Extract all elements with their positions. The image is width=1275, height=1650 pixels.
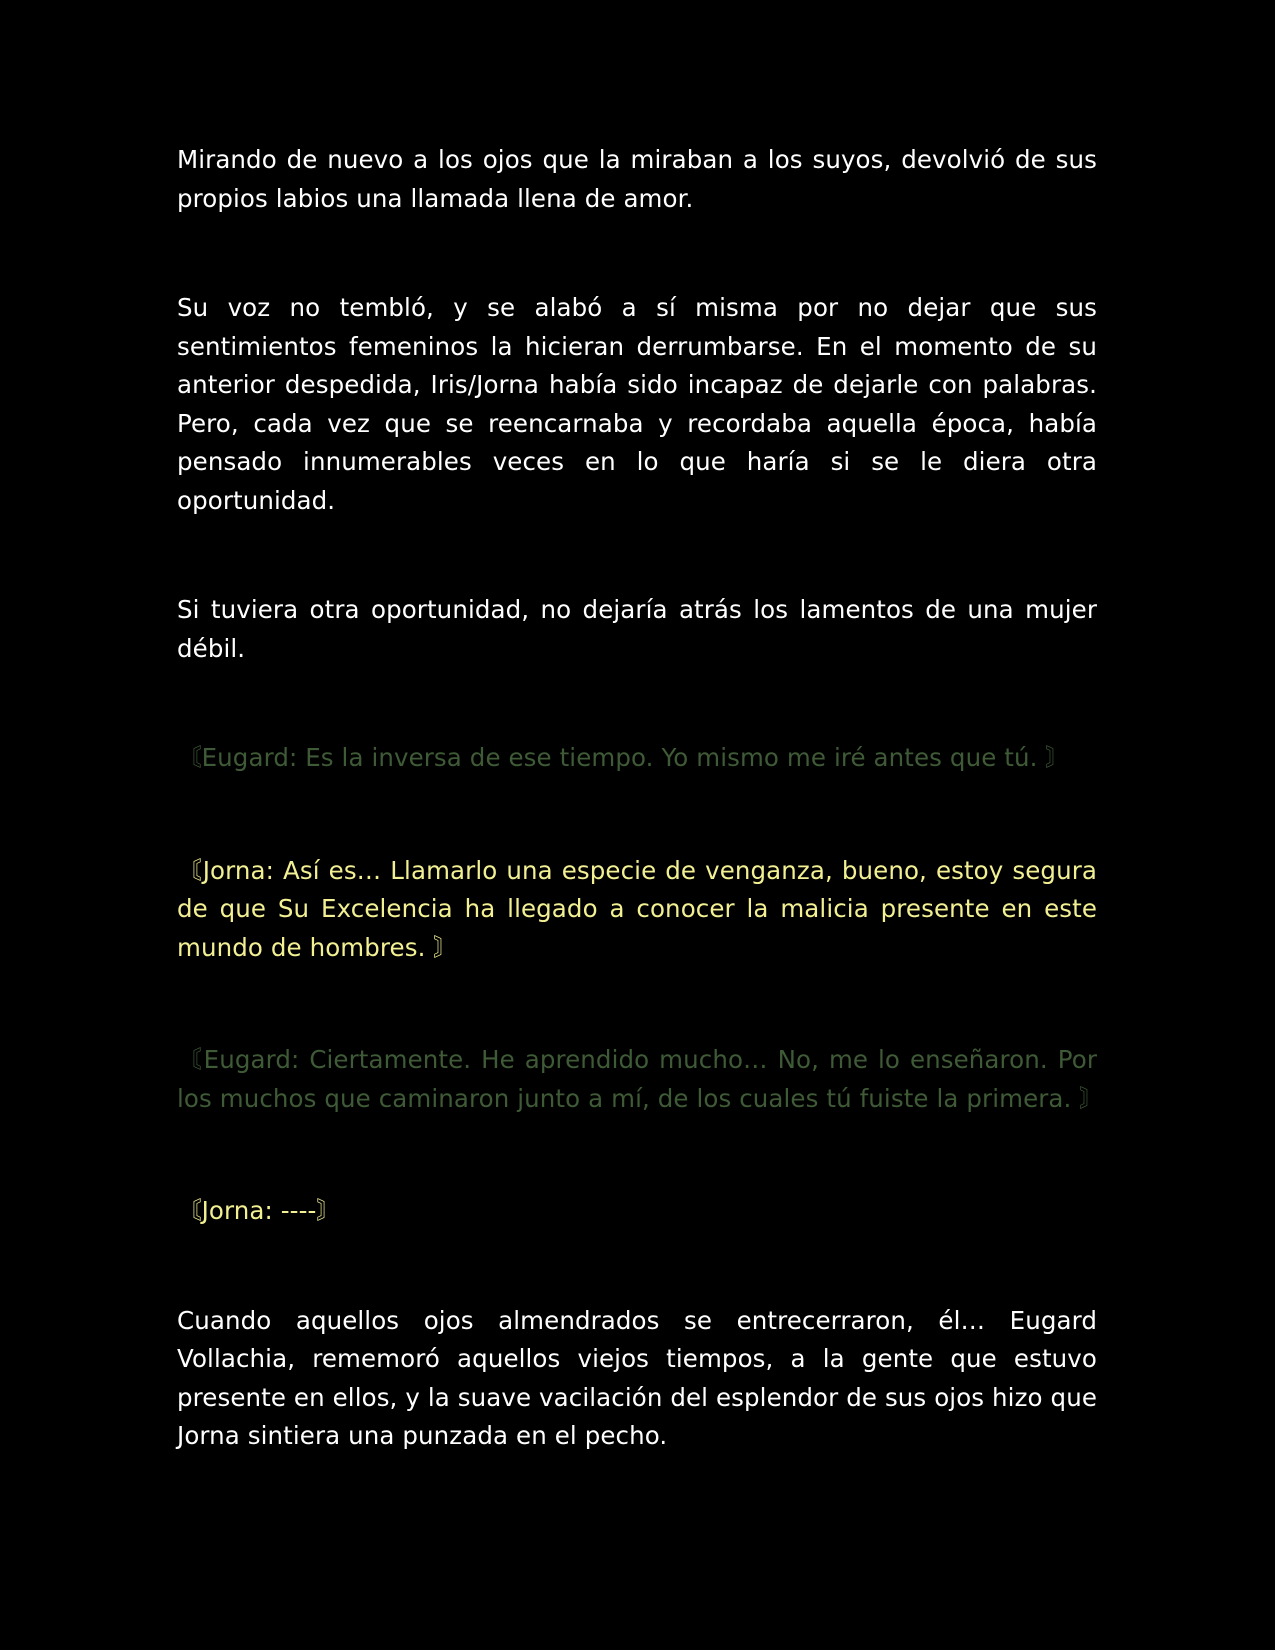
narration-paragraph: Si tuviera otra oportunidad, no dejaría atrás los lamentos de una mujer débil.: [177, 595, 1097, 663]
jorna-dialogue: 〘Jorna: ----〙: [177, 1196, 342, 1225]
eugard-dialogue: 〘Eugard: Es la inversa de ese tiempo. Yo mismo me iré antes que tú. 〙: [177, 743, 1070, 772]
eugard-dialogue: 〘Eugard: Ciertamente. He aprendido mucho… No, me lo enseñaron. Por los muchos que caminaron junto a mí, de los cuales tú fuiste la primera. 〙: [177, 1045, 1104, 1113]
narration-paragraph: Su voz no tembló, y se alabó a sí misma por no dejar que sus sentimientos femeninos la hicieran derrumbarse. En el momento de su anterior despedida, Iris/Jorna había sido incapaz de dejarle con palabras. Pero, cada vez que se reencarnaba y recordaba aquella época, había pensado innumerables veces en lo que haría si se le diera otra oportunidad.: [177, 293, 1097, 515]
narration-paragraph: Cuando aquellos ojos almendrados se entrecerraron, él… Eugard Vollachia, rememoró aquellos viejos tiempos, a la gente que estuvo presente en ellos, y la suave vacilación del esplendor de sus ojos hizo que Jorna sintiera una punzada en el pecho.: [177, 1305, 1097, 1450]
text-column: [177, 141, 1104, 1456]
jorna-dialogue: 〘Jorna: Así es… Llamarlo una especie de venganza, bueno, estoy segura de que Su Excelencia ha llegado a conocer la malicia presente en este mundo de hombres. 〙: [177, 855, 1097, 962]
narration-paragraph: Mirando de nuevo a los ojos que la miraban a los suyos, devolvió de sus propios labios una llamada llena de amor.: [177, 145, 1097, 213]
